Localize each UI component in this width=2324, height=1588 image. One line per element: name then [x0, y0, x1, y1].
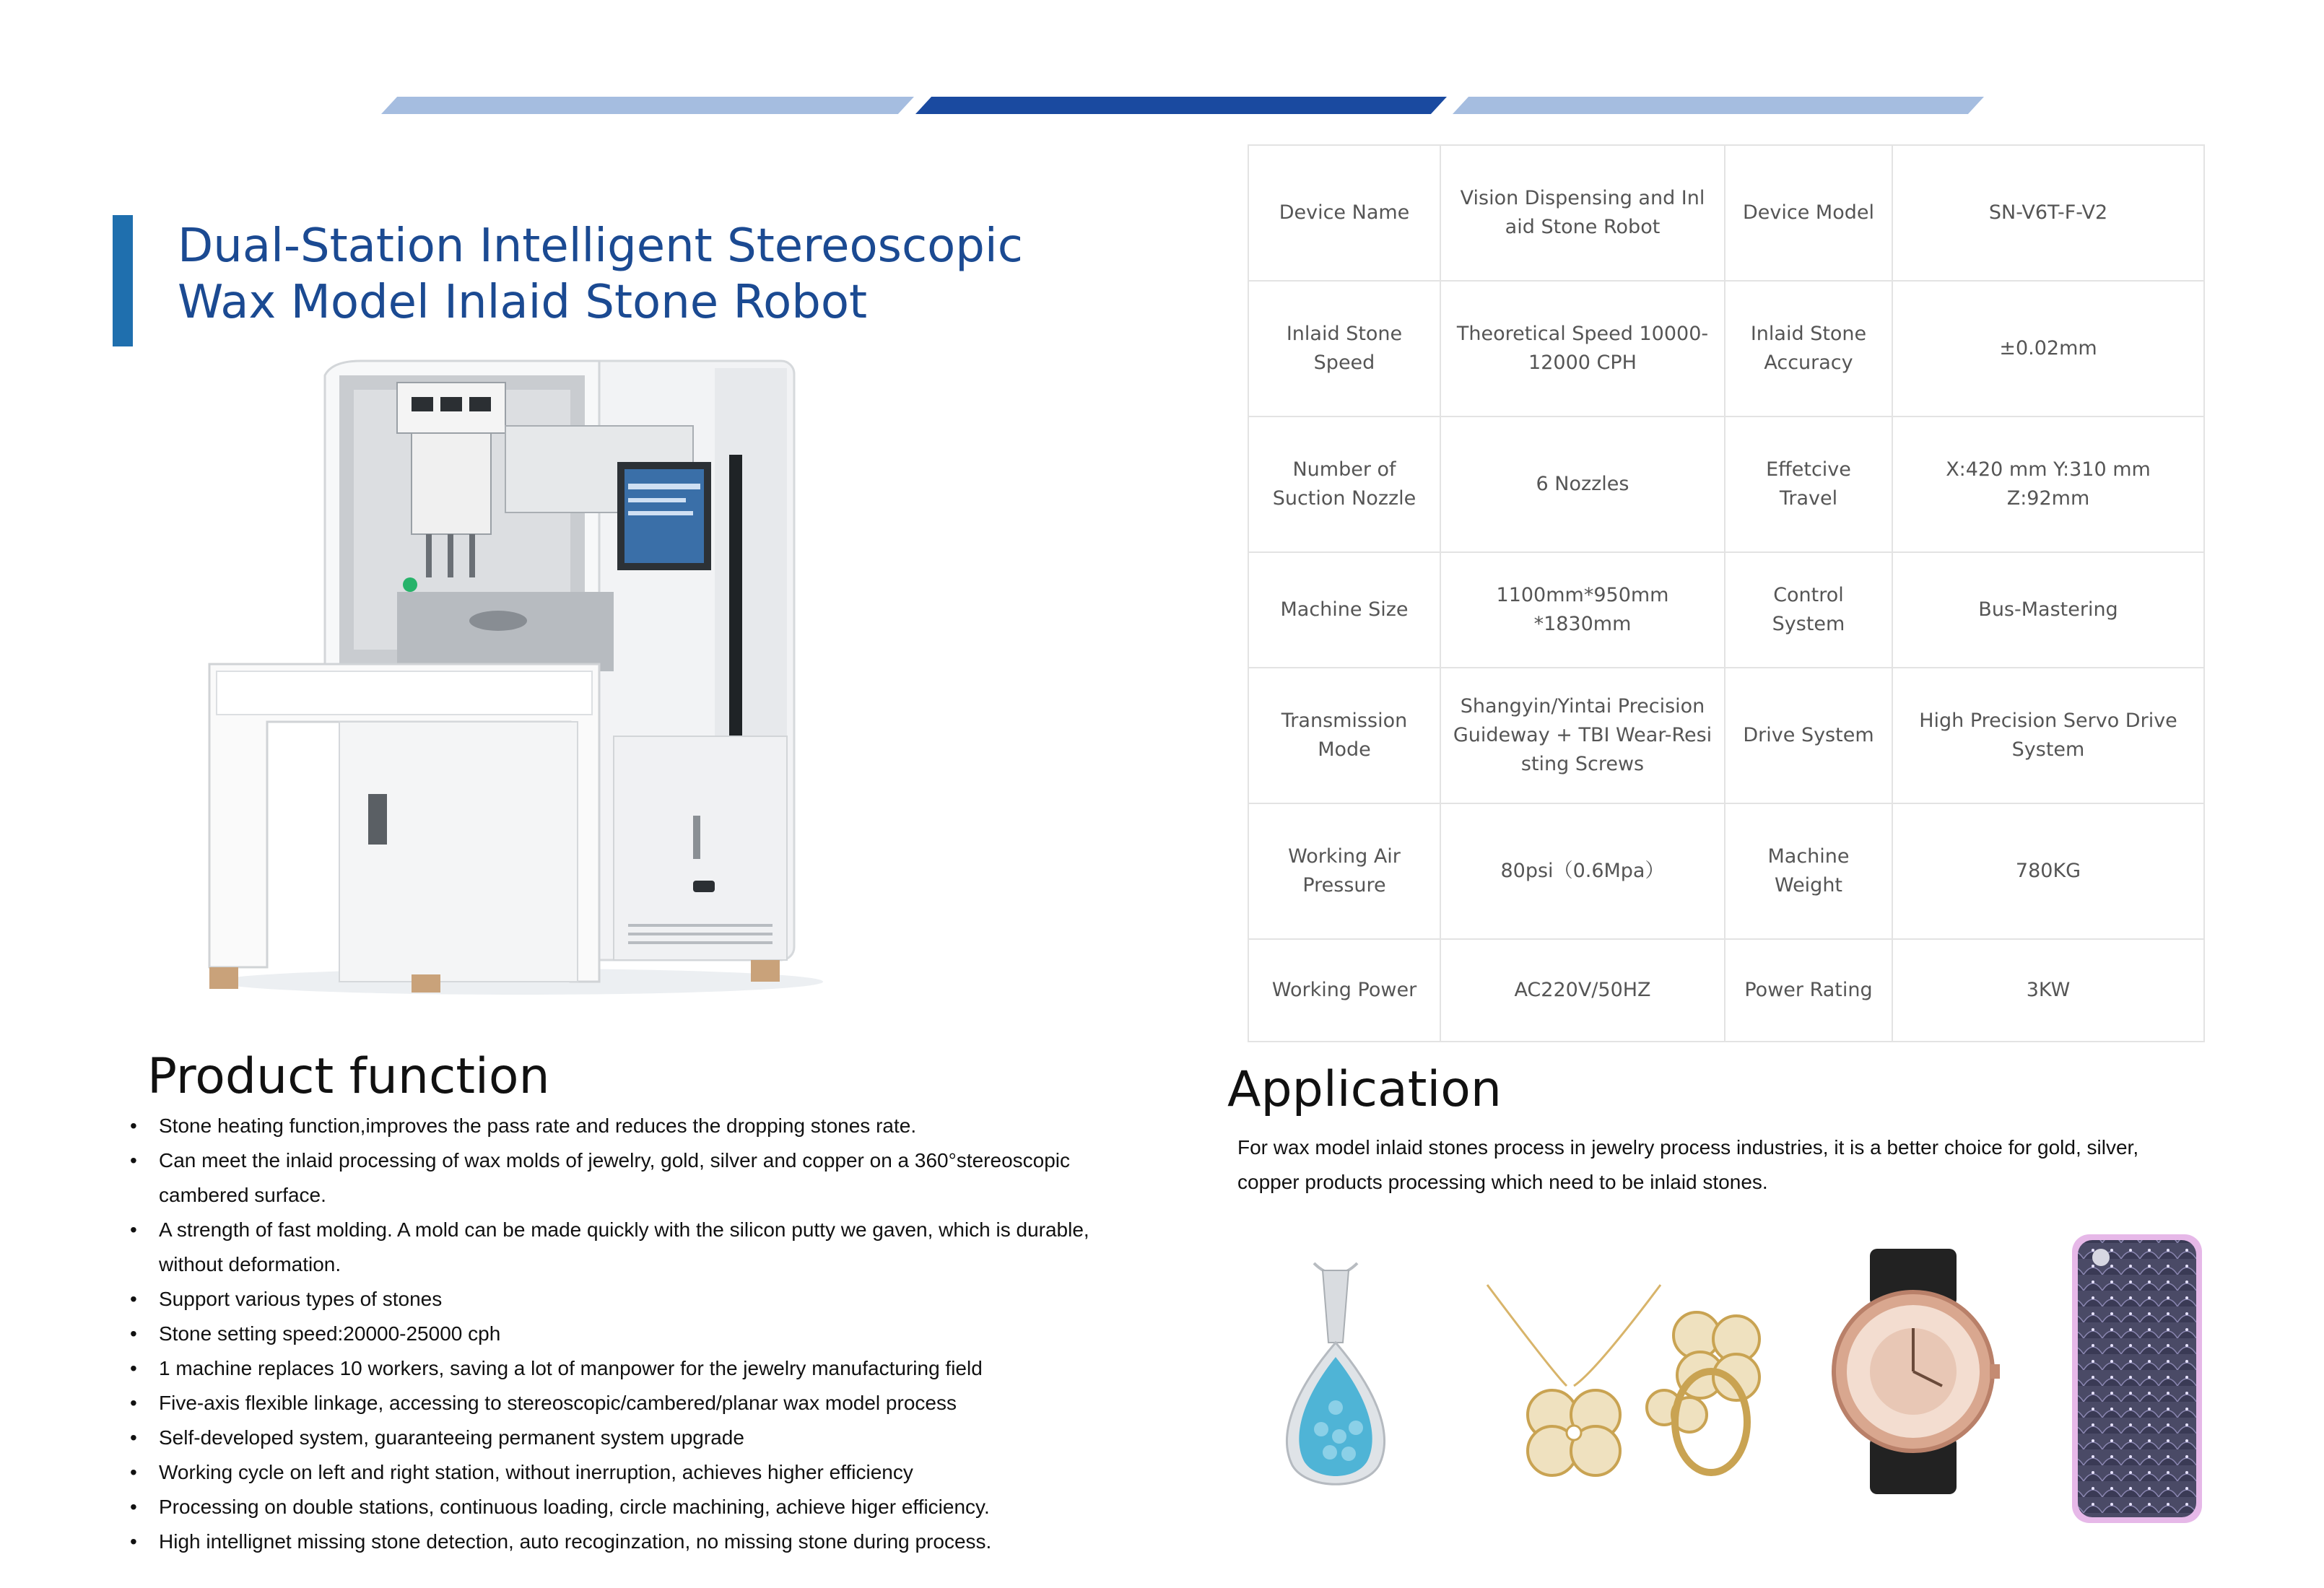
list-item: • Five-axis flexible linkage, accessing to stereoscopic/cambered/planar wax model process	[130, 1386, 1141, 1421]
application-text: For wax model inlaid stones process in jewelry process industries, it is a better choice for gold, silver, copper products processing which need to be inlaid stones.	[1237, 1136, 2139, 1193]
product-function-list	[130, 1109, 1141, 1559]
phone-case-image	[2065, 1227, 2209, 1530]
table-row	[1248, 803, 2204, 939]
wrist-watch-image	[1819, 1249, 2007, 1494]
spec-label: Device Name	[1248, 145, 1440, 281]
spec-label: Machine Size	[1248, 552, 1440, 668]
spec-value: 1100mm*950mm *1830mm	[1440, 552, 1725, 668]
spec-label: Drive System	[1725, 668, 1892, 803]
spec-value: Theoretical Speed 10000-12000 CPH	[1440, 281, 1725, 416]
page-title	[178, 218, 1044, 331]
spec-value: 80psi（0.6Mpa）	[1440, 803, 1725, 939]
spec-label: Control System	[1725, 552, 1892, 668]
spec-label: Inlaid Stone Speed	[1248, 281, 1440, 416]
top-stripe-center	[915, 97, 1447, 114]
spec-label: Effetcive Travel	[1725, 416, 1892, 552]
list-item: • A strength of fast molding. A mold can be made quickly with the silicon putty we gaven, which is durable, without deformation.	[130, 1213, 1141, 1282]
spec-label: Inlaid Stone Accuracy	[1725, 281, 1892, 416]
list-item: • Support various types of stones	[130, 1282, 1141, 1317]
spec-value: 3KW	[1892, 939, 2204, 1042]
spec-value: High Precision Servo Drive System	[1892, 668, 2204, 803]
spec-value: Bus-Mastering	[1892, 552, 2204, 668]
spec-value: SN-V6T-F-V2	[1892, 145, 2204, 281]
pendant-necklace-image	[1249, 1256, 1422, 1501]
spec-table	[1248, 144, 2205, 1042]
spec-label: Device Model	[1725, 145, 1892, 281]
spec-label: Working Power	[1248, 939, 1440, 1042]
list-item: • Stone heating function,improves the pass rate and reduces the dropping stones rate.	[130, 1109, 1141, 1143]
top-stripe-right	[1453, 97, 1984, 114]
robot-machine-image	[195, 346, 845, 1011]
list-item: • 1 machine replaces 10 workers, saving a lot of manpower for the jewelry manufacturing field	[130, 1351, 1141, 1386]
table-row	[1248, 281, 2204, 416]
clover-jewelry-image	[1480, 1270, 1783, 1487]
top-stripe-left	[381, 97, 914, 114]
list-item: • Processing on double stations, continuous loading, circle machining, achieve higer efficiency.	[130, 1490, 1141, 1524]
table-row	[1248, 416, 2204, 552]
list-item: • Working cycle on left and right station, without inerruption, achieves higher efficiency	[130, 1455, 1141, 1490]
spec-value: Shangyin/Yintai Precision Guideway + TBI Wear-Resi sting Screws	[1440, 668, 1725, 803]
page-title-line-2: Wax Model Inlaid Stone Robot	[178, 276, 868, 329]
table-row	[1248, 939, 2204, 1042]
product-function-heading: Product function	[147, 1048, 550, 1105]
application-heading: Application	[1227, 1061, 1502, 1118]
spec-label: Number of Suction Nozzle	[1248, 416, 1440, 552]
list-item: • Stone setting speed:20000-25000 cph	[130, 1317, 1141, 1351]
spec-value: X:420 mm Y:310 mm Z:92mm	[1892, 416, 2204, 552]
list-item: • Self-developed system, guaranteeing permanent system upgrade	[130, 1421, 1141, 1455]
spec-value: 780KG	[1892, 803, 2204, 939]
table-row	[1248, 145, 2204, 281]
title-accent-bar	[113, 215, 133, 346]
spec-value: Vision Dispensing and Inl aid Stone Robot	[1440, 145, 1725, 281]
spec-value: AC220V/50HZ	[1440, 939, 1725, 1042]
spec-label: Power Rating	[1725, 939, 1892, 1042]
spec-value: ±0.02mm	[1892, 281, 2204, 416]
spec-value: 6 Nozzles	[1440, 416, 1725, 552]
table-row	[1248, 668, 2204, 803]
table-row	[1248, 552, 2204, 668]
list-item: • Can meet the inlaid processing of wax molds of jewelry, gold, silver and copper on a 360°stereoscopic cambered surface.	[130, 1143, 1141, 1213]
spec-label: Machine Weight	[1725, 803, 1892, 939]
page-title-line-1: Dual-Station Intelligent Stereoscopic	[178, 219, 1023, 273]
list-item: • High intellignet missing stone detection, auto recoginzation, no missing stone during process.	[130, 1524, 1141, 1559]
spec-label: Working Air Pressure	[1248, 803, 1440, 939]
spec-label: Transmission Mode	[1248, 668, 1440, 803]
